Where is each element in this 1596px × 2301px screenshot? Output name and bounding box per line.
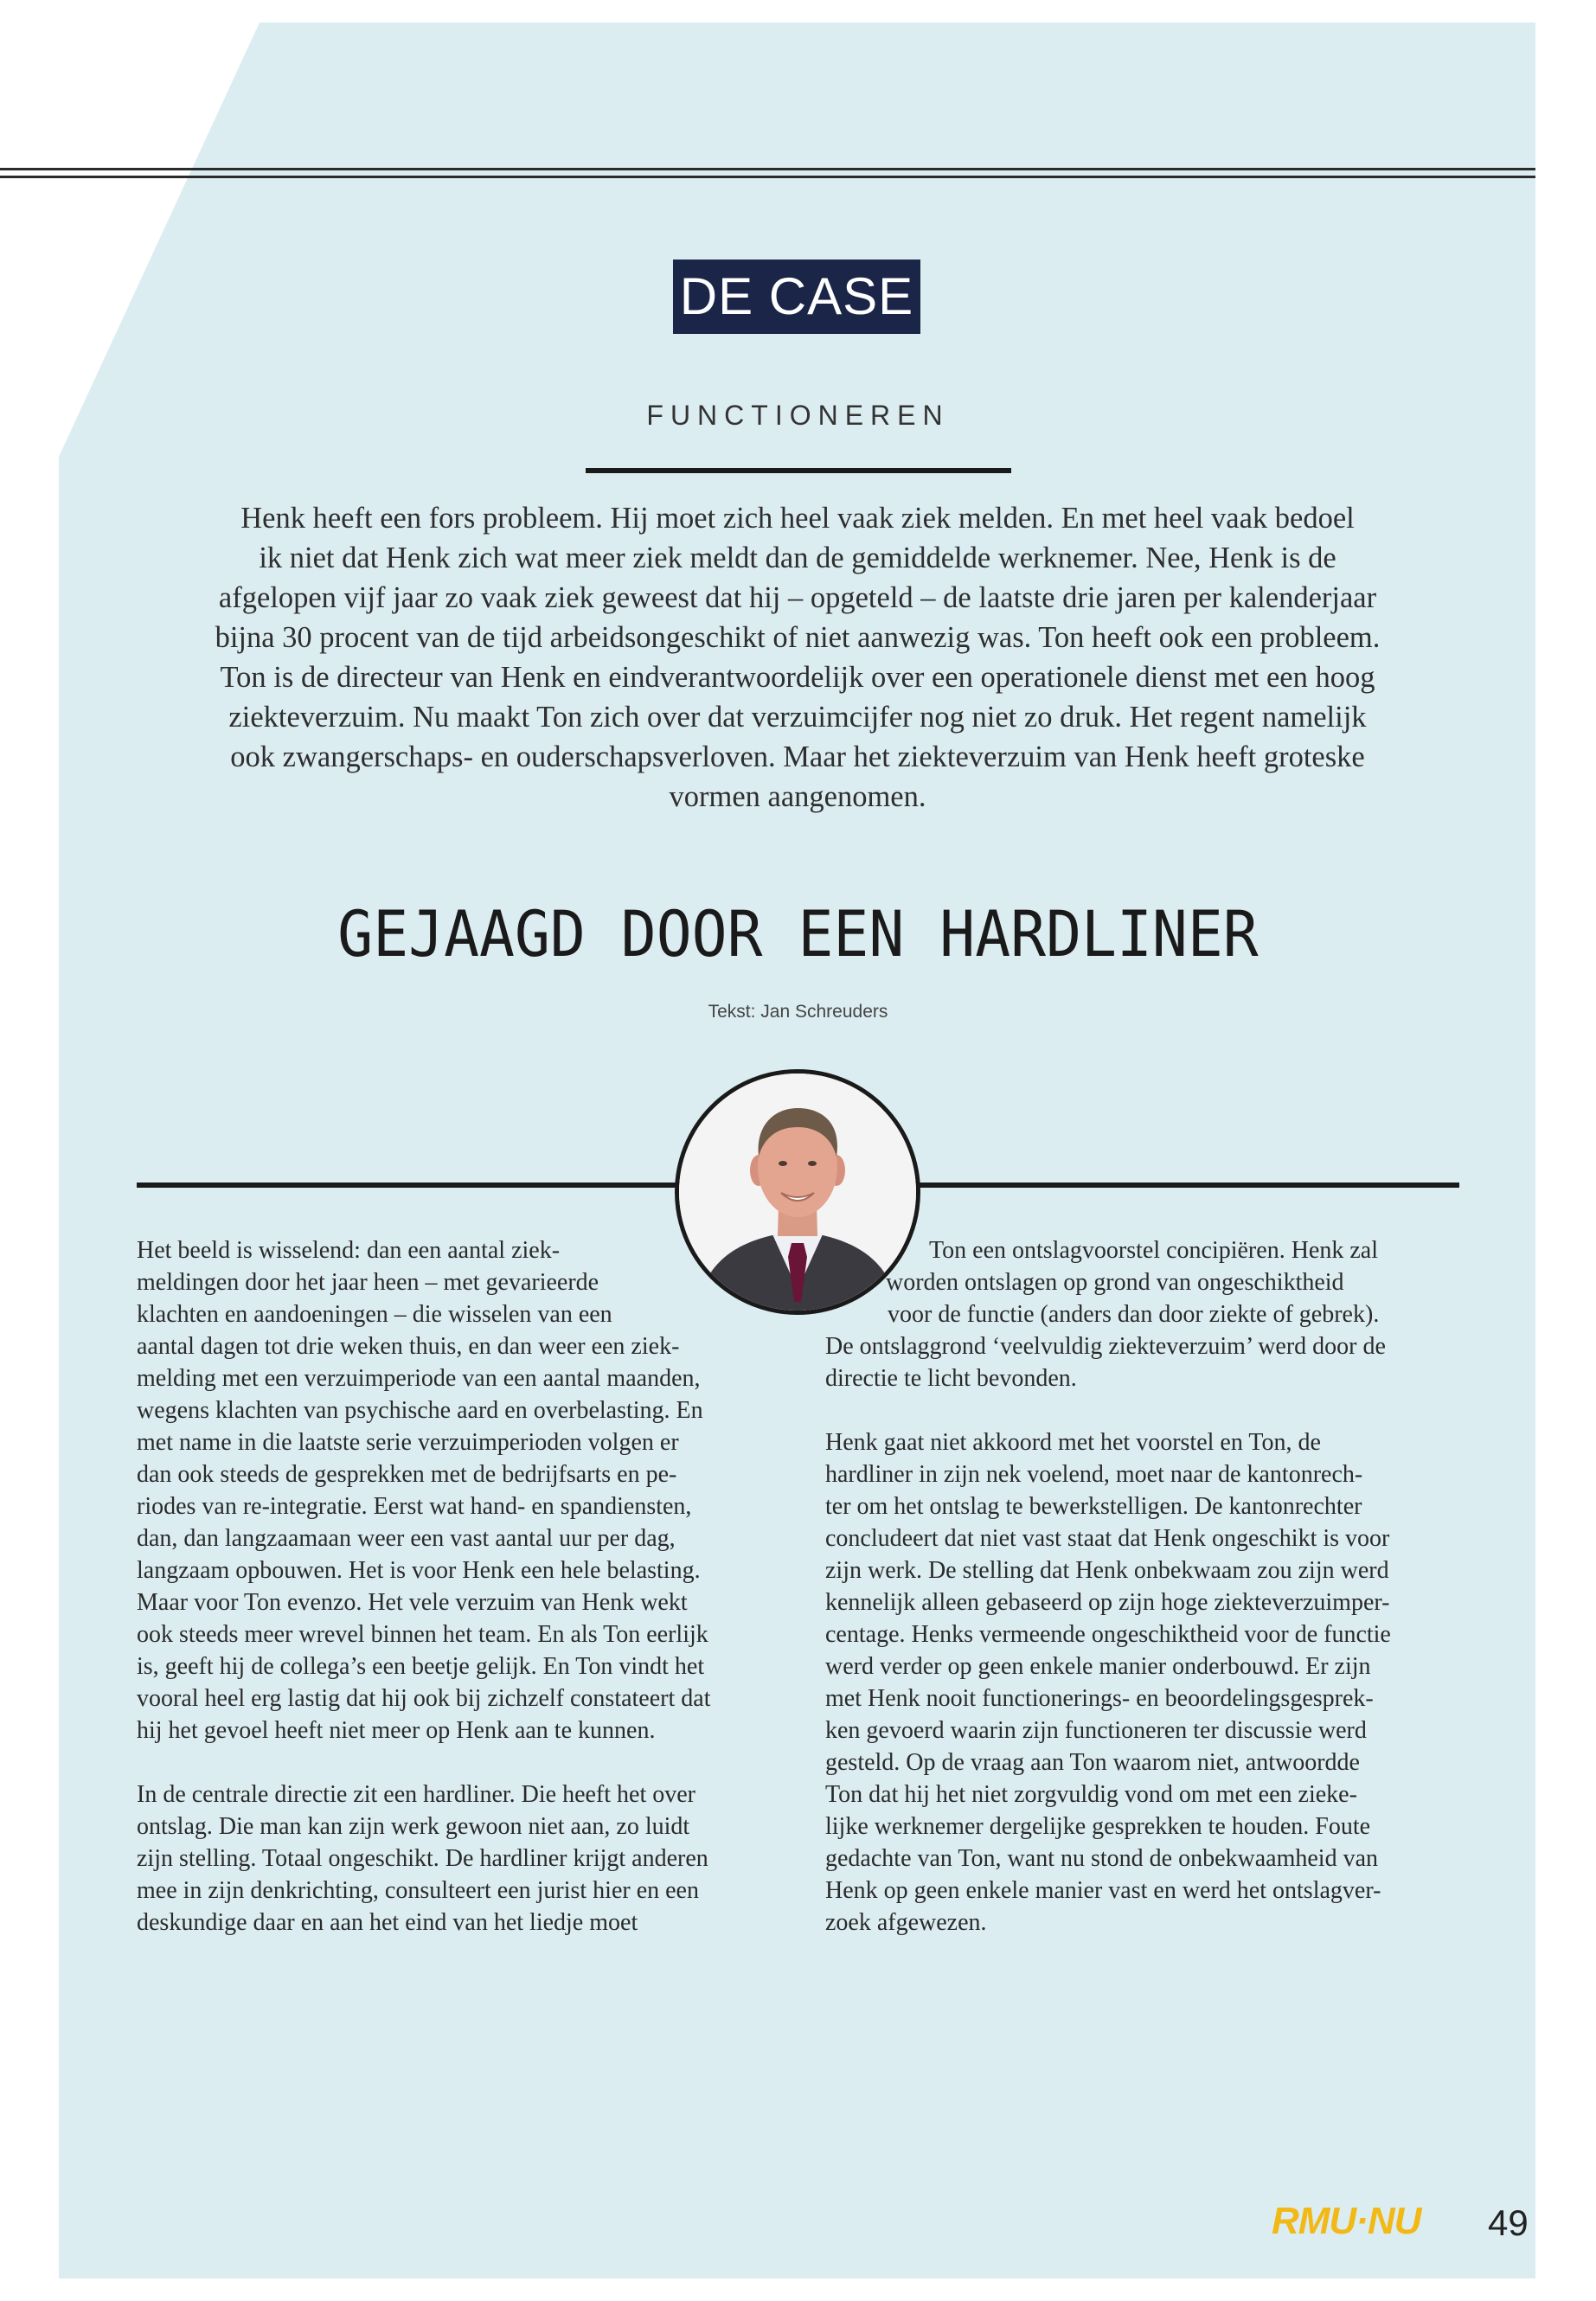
left-column-line: riodes van re-integratie. Eerst wat hand- en spandiensten, [137, 1493, 692, 1520]
right-column-line: Henk op geen enkele manier vast en werd het ontslagver- [825, 1877, 1381, 1904]
page-number: 49 [1488, 2202, 1529, 2243]
left-column-line: ook steeds meer wrevel binnen het team. En als Ton eerlijk [137, 1621, 708, 1648]
right-column-line: centage. Henks vermeende ongeschiktheid voor de functie [825, 1621, 1391, 1648]
right-column-line: zijn werk. De stelling dat Henk onbekwaam zou zijn werd [825, 1557, 1389, 1584]
section-label: DE CASE [673, 260, 920, 334]
left-column-line: dan ook steeds de gesprekken met de bedrijfsarts en pe- [137, 1461, 677, 1488]
left-column-line: hij het gevoel heeft niet meer op Henk aan te kunnen. [137, 1717, 656, 1744]
right-column-line: werd verder op geen enkele manier onderbouwd. Er zijn [825, 1653, 1371, 1680]
left-column-rule [137, 1183, 690, 1188]
right-column-line: De ontslaggrond ‘veelvuldig ziekteverzuim’ werd door de [825, 1333, 1386, 1360]
intro-line: Ton is de directeur van Henk en eindverantwoordelijk over een operationele dienst met een hoog [220, 661, 1375, 694]
left-column-line: wegens klachten van psychische aard en overbelasting. En [137, 1397, 703, 1424]
top-rule-upper [0, 168, 1535, 170]
right-column-line: hardliner in zijn nek voelend, moet naar de kantonrech- [825, 1461, 1363, 1488]
right-column-rule [908, 1183, 1459, 1188]
right-column [825, 1234, 1465, 1939]
left-column-line: aantal dagen tot drie weken thuis, en dan weer een ziek- [137, 1333, 680, 1360]
author-portrait [675, 1069, 920, 1315]
intro-line: ziekteverzuim. Nu maakt Ton zich over dat verzuimcijfer nog niet zo druk. Het regent namelijk [228, 701, 1367, 734]
right-column-line: Ton een ontslagvoorstel concipiëren. Henk zal [929, 1237, 1378, 1264]
intro-line: ook zwangerschaps- en ouderschapsverloven. Maar het ziekteverzuim van Henk heeft groteske [230, 740, 1365, 773]
right-paragraph-1 [825, 1234, 1465, 1394]
category-underline [586, 468, 1011, 473]
left-column-line: Het beeld is wisselend: dan een aantal ziek- [137, 1237, 561, 1264]
left-column-line: Maar voor Ton evenzo. Het vele verzuim van Henk wekt [137, 1589, 688, 1616]
right-column-line: ter om het ontslag te bewerkstelligen. De kantonrechter [825, 1493, 1362, 1520]
left-column-line: mee in zijn denkrichting, consulteert een jurist hier en een [137, 1877, 699, 1904]
right-column-line: voor de functie (anders dan door ziekte of gebrek). [888, 1301, 1380, 1328]
right-column-line: worden ontslagen op grond van ongeschiktheid [886, 1269, 1344, 1296]
left-paragraph-1 [137, 1234, 777, 1747]
magazine-logo: RMU·NU [1272, 2200, 1421, 2242]
portrait-image [679, 1074, 916, 1311]
intro-line: Henk heeft een fors probleem. Hij moet zich heel vaak ziek melden. En met heel vaak bedoel [240, 502, 1355, 535]
right-column-line: ken gevoerd waarin zijn functioneren ter discussie werd [825, 1717, 1367, 1744]
intro-line: afgelopen vijf jaar zo vaak ziek geweest dat hij – opgeteld – de laatste drie jaren per kalenderjaar [218, 581, 1377, 614]
right-column-line: Henk gaat niet akkoord met het voorstel en Ton, de [825, 1429, 1321, 1456]
top-rule-lower [0, 176, 1535, 178]
right-paragraph-2 [825, 1426, 1465, 1939]
category-label: FUNCTIONEREN [646, 400, 950, 431]
intro-line: bijna 30 procent van de tijd arbeidsongeschikt of niet aanwezig was. Ton heeft ook een probleem. [215, 621, 1381, 654]
left-column-line: vooral heel erg lastig dat hij ook bij zichzelf constateert dat [137, 1685, 711, 1712]
right-column-line: gedachte van Ton, want nu stond de onbekwaamheid van [825, 1845, 1379, 1872]
intro-line: ik niet dat Henk zich wat meer ziek meldt dan de gemiddelde werknemer. Nee, Henk is de [259, 542, 1336, 574]
left-column-line: meldingen door het jaar heen – met gevarieerde [137, 1269, 599, 1296]
left-paragraph-2 [137, 1779, 777, 1939]
right-column-line: concludeert dat niet vast staat dat Henk ongeschikt is voor [825, 1525, 1390, 1552]
left-column-line: is, geeft hij de collega’s een beetje gelijk. En Ton vindt het [137, 1653, 705, 1680]
left-column-line: dan, dan langzaamaan weer een vast aantal uur per dag, [137, 1525, 676, 1552]
left-column-line: langzaam opbouwen. Het is voor Henk een hele belasting. [137, 1557, 701, 1584]
left-column [137, 1234, 777, 1939]
left-column-line: met name in die laatste serie verzuimperioden volgen er [137, 1429, 679, 1456]
right-column-line: directie te licht bevonden. [825, 1365, 1077, 1392]
right-column-line: kennelijk alleen gebaseerd op zijn hoge ziekteverzuimper- [825, 1589, 1390, 1616]
left-column-line: ontslag. Die man kan zijn werk gewoon niet aan, zo luidt [137, 1813, 690, 1840]
right-column-line: met Henk nooit functionerings- en beoordelingsgesprek- [825, 1685, 1374, 1712]
intro-line: vormen aangenomen. [669, 780, 926, 813]
byline: Tekst: Jan Schreuders [708, 1002, 888, 1022]
left-column-line: deskundige daar en aan het eind van het liedje moet [137, 1909, 638, 1936]
left-column-line: melding met een verzuimperiode van een aantal maanden, [137, 1365, 701, 1392]
right-column-line: lijke werknemer dergelijke gesprekken te houden. Foute [825, 1813, 1371, 1840]
left-column-line: In de centrale directie zit een hardliner. Die heeft het over [137, 1781, 695, 1808]
right-column-line: Ton dat hij het niet zorgvuldig vond om met een zieke- [825, 1781, 1357, 1808]
left-column-line: klachten en aandoeningen – die wisselen van een [137, 1301, 612, 1328]
right-column-line: zoek afgewezen. [825, 1909, 987, 1936]
intro-paragraph [164, 498, 1431, 817]
right-column-line: gesteld. Op de vraag aan Ton waarom niet, antwoordde [825, 1749, 1360, 1776]
article-headline: GEJAAGD DOOR EEN HARDLINER [337, 898, 1259, 972]
left-column-line: zijn stelling. Totaal ongeschikt. De hardliner krijgt anderen [137, 1845, 708, 1872]
